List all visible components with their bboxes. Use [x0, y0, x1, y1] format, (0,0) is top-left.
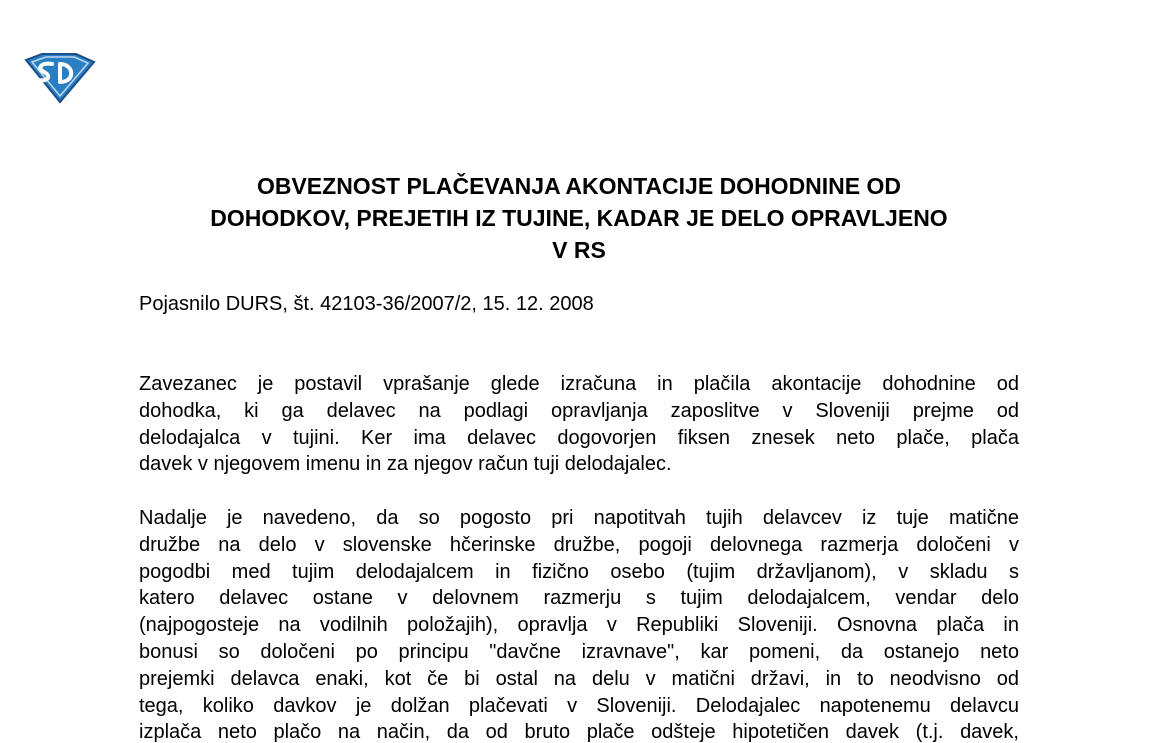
- logo-icon: [22, 52, 96, 104]
- text-line: prejemki delavca enaki, kot če bi ostal na delu v matični državi, in to neodvisno od: [139, 667, 1019, 690]
- text-line: pogodbi med tujim delodajalcem in fizično osebo (tujim državljanom), v skladu s: [139, 560, 1019, 583]
- title-line: OBVEZNOST PLAČEVANJA AKONTACIJE DOHODNINE OD: [256, 173, 902, 199]
- text-line: izplača neto plačo na način, da od bruto plače odšteje hipotetičen davek (t.j. davek,: [139, 721, 1019, 743]
- text-line: bonusi so določeni po principu "davčne izravnave", kar pomeni, da ostanejo neto: [139, 640, 1019, 663]
- text-line: (najpogosteje na vodilnih položajih), opravlja v Republiki Sloveniji. Osnovna plača in: [139, 614, 1019, 637]
- title-line: DOHODKOV, PREJETIH IZ TUJINE, KADAR JE DELO OPRAVLJENO: [210, 205, 948, 231]
- source-reference: Pojasnilo DURS, št. 42103-36/2007/2, 15. 12. 2008: [139, 293, 594, 315]
- text-line: delodajalca v tujini. Ker ima delavec dogovorjen fiksen znesek neto plače, plača: [139, 426, 1019, 449]
- text-line: Nadalje je navedeno, da so pogosto pri napotitvah tujih delavcev iz tuje matične: [139, 507, 1019, 529]
- paragraph-2: [139, 505, 1019, 743]
- title-line: V RS: [552, 237, 606, 263]
- paragraph-1: [139, 371, 1019, 478]
- text-line: tega, koliko davkov je dolžan plačevati v Sloveniji. Delodajalec napotenemu delavcu: [139, 694, 1019, 717]
- page-title: [139, 170, 1019, 266]
- text-line: katero delavec ostane v delovnem razmerju s tujim delodajalcem, vendar delo: [139, 587, 1019, 610]
- text-line: davek v njegovem imenu in za njegov račun tuji delodajalec.: [139, 453, 672, 476]
- text-line: družbe na delo v slovenske hčerinske družbe, pogoji delovnega razmerja določeni v: [139, 533, 1019, 556]
- text-line: dohodka, ki ga delavec na podlagi opravljanja zaposlitve v Sloveniji prejme od: [139, 399, 1019, 422]
- text-line: Zavezanec je postavil vprašanje glede izračuna in plačila akontacije dohodnine od: [139, 373, 1019, 395]
